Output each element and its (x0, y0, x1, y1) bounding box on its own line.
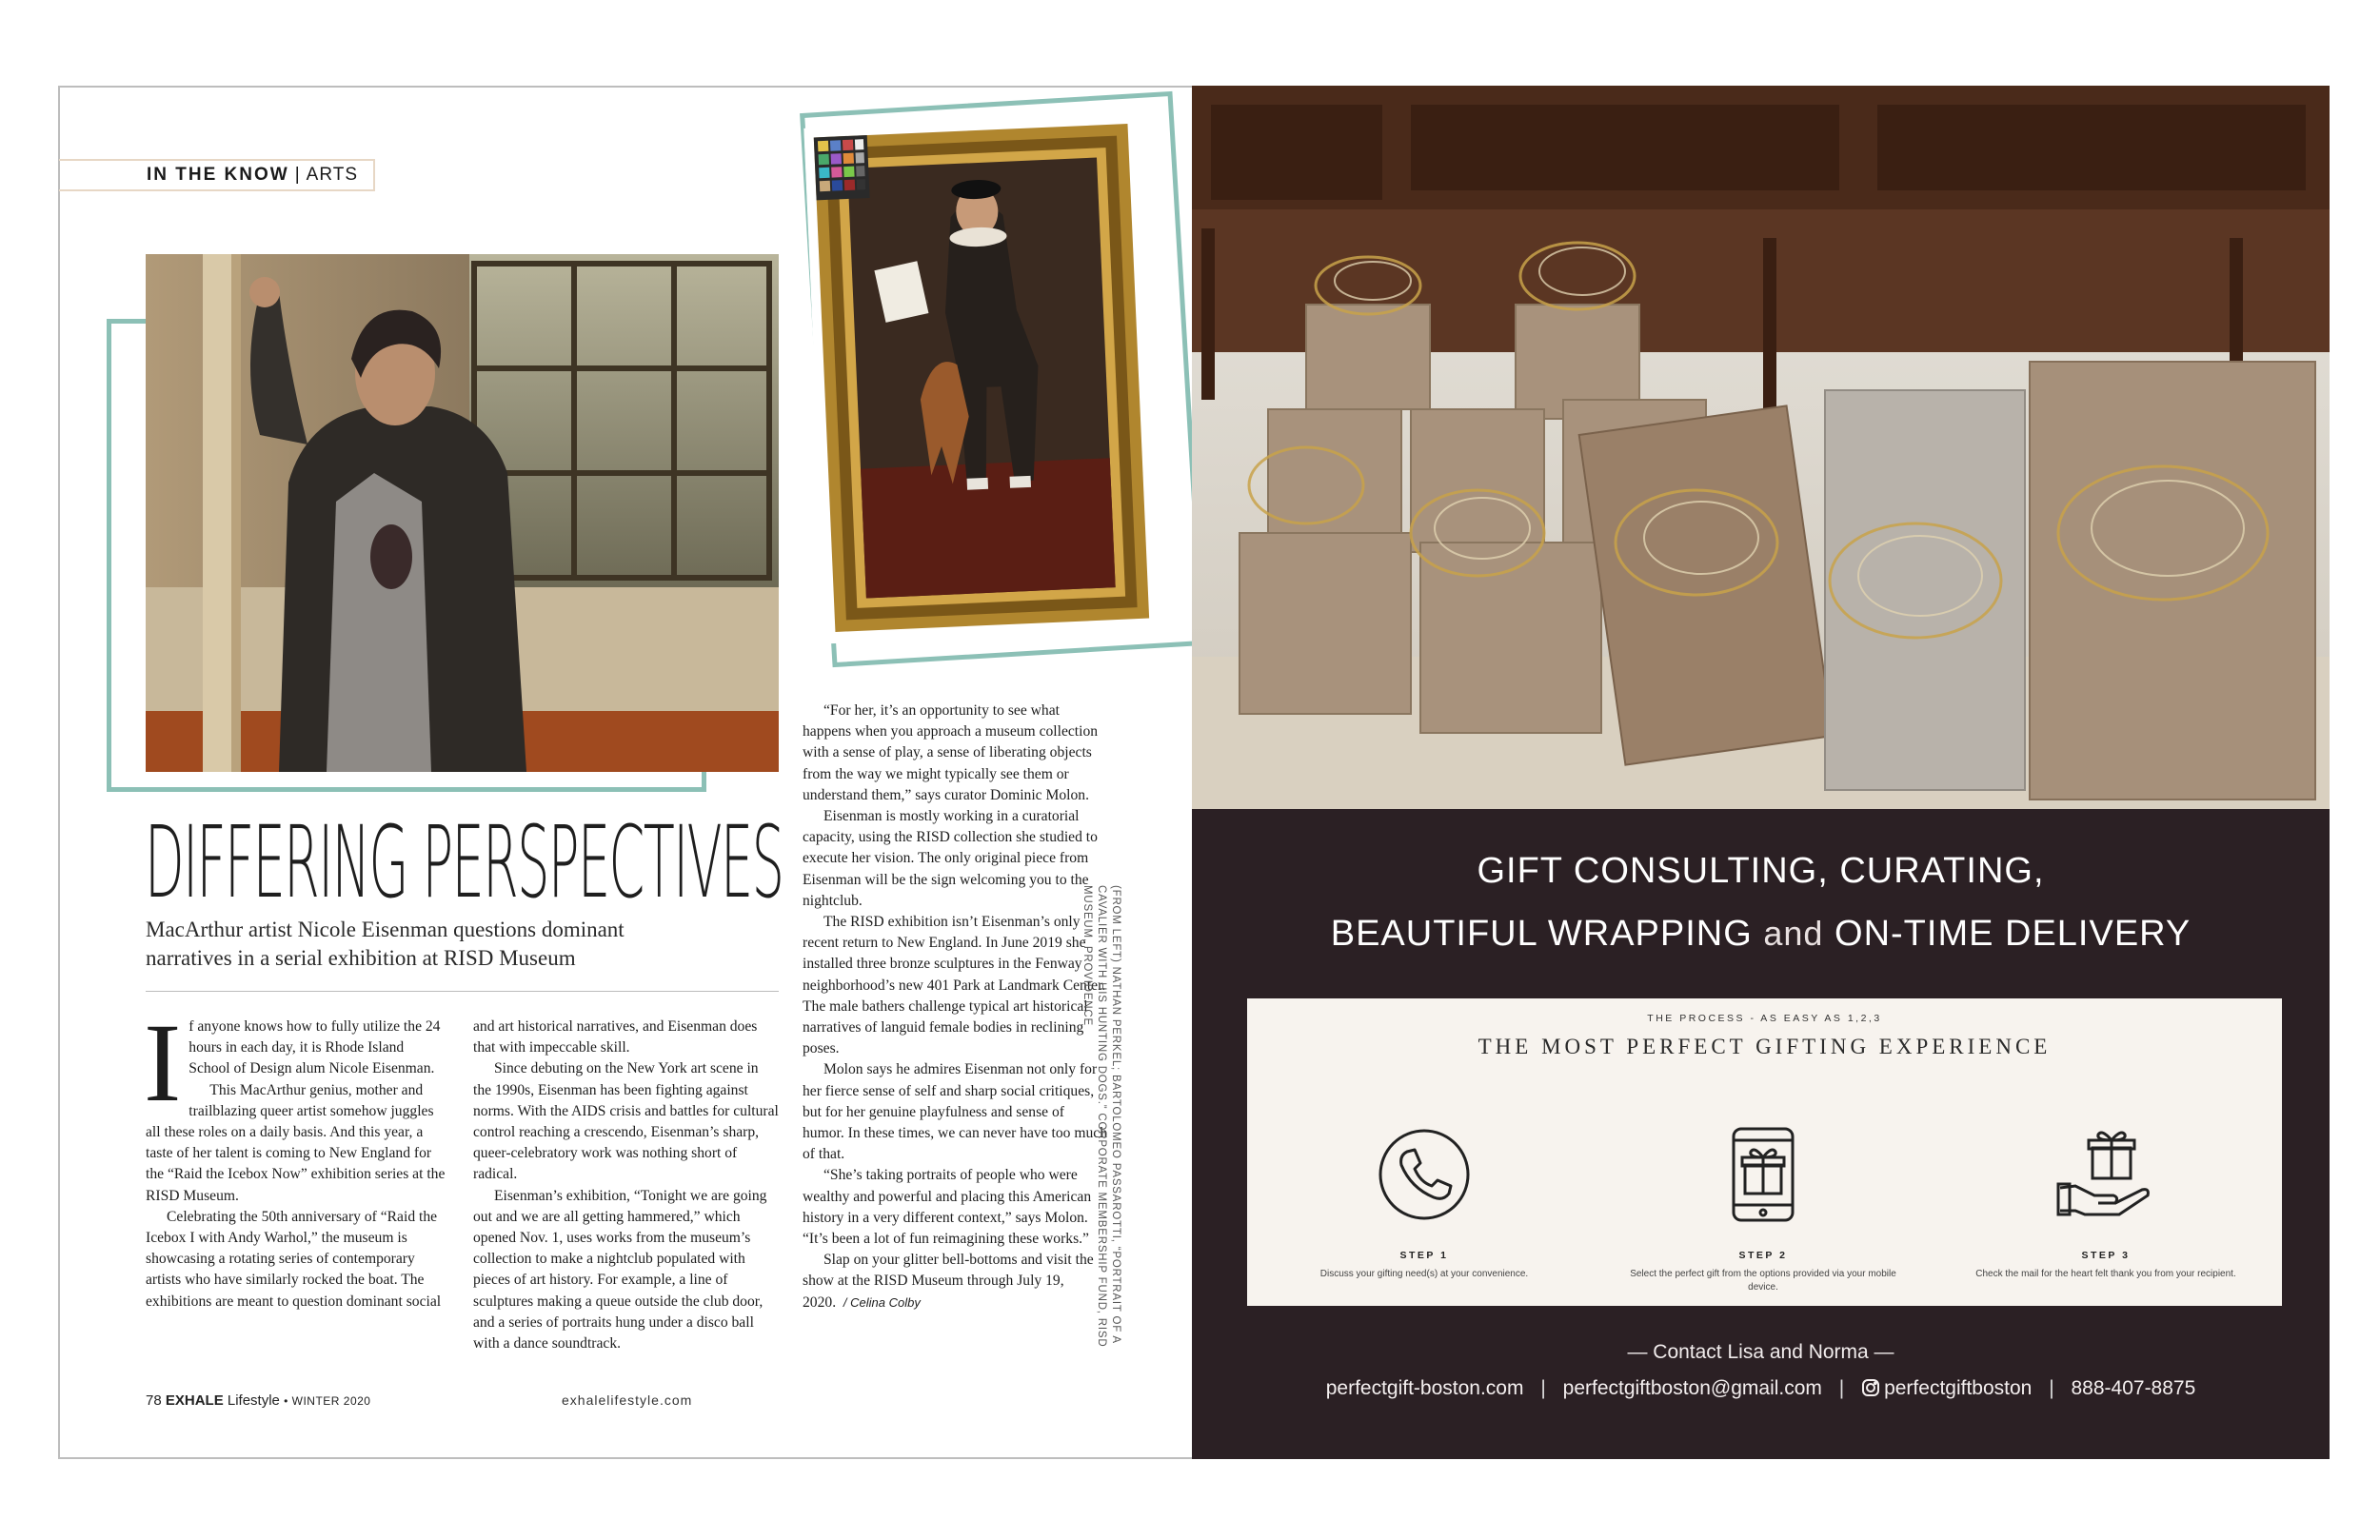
separator: | (2049, 1377, 2054, 1399)
dek: MacArthur artist Nicole Eisenman questions dominant narratives in a serial exhibition at RISD Museum (146, 918, 625, 970)
ad-headline (1192, 839, 2330, 965)
paragraph: Eisenman is mostly working in a curatorial capacity, using the RISD collection she studied to execute her vision. The only original piece from Eisenman will be the sign welcoming you to the nightclub. (803, 808, 1098, 909)
separator: | (1838, 1377, 1845, 1399)
magazine-url: exhalelifestyle.com (562, 1392, 693, 1408)
process-title: THE MOST PERFECT GIFTING EXPERIENCE (1478, 1035, 2052, 1058)
paragraph: If anyone knows how to fully utilize the 24 hours in each day, it is Rhode Island School of Design alum Nicole Eisenman. (144, 1000, 441, 1125)
section-separator: | (294, 165, 301, 185)
instagram-icon (1861, 1378, 1880, 1403)
website-link[interactable]: perfectgift-boston.com (1325, 1377, 1524, 1399)
contact-line: — Contact Lisa and Norma — (1627, 1341, 1894, 1363)
magazine-name: EXHALE (165, 1392, 224, 1409)
paragraph: and art historical narratives, and Eisenman does that with impeccable skill. (473, 1018, 758, 1056)
separator: | (1540, 1377, 1546, 1399)
byline: / Celina Colby (843, 1294, 921, 1310)
folio (146, 1392, 370, 1409)
step-2 (1620, 1122, 1906, 1294)
artist-portrait-photo (146, 254, 779, 772)
mobile-gift-icon (1620, 1122, 1906, 1227)
drop-cap: I (144, 1000, 182, 1125)
step-label: STEP 3 (2081, 1250, 2131, 1261)
paragraph: Molon says he admires Eisenman not only for her fierce sense of self and sharp social critiques, but for her genuine playfulness and sense of humor. In these times, we can never have too much of that. (803, 1061, 1108, 1163)
paragraph: “For her, it’s an opportunity to see what happens when you approach a museum collection with a sense of play, a sense of liberating objects from the way we might typically see them or understand them,” says curator Dominic Molon. (803, 702, 1099, 803)
step-1 (1281, 1122, 1567, 1281)
divider-rule (146, 991, 779, 992)
section-category: ARTS (306, 165, 358, 185)
section-tag (59, 159, 375, 191)
step-description: Check the mail for the heart felt thank you from your recipient. (1975, 1269, 2236, 1279)
magazine-name-2: Lifestyle (227, 1392, 280, 1409)
article-column-2 (473, 1017, 780, 1354)
issue-date: • WINTER 2020 (284, 1394, 371, 1408)
section-kicker: IN THE KNOW (147, 165, 289, 185)
phone-number[interactable]: 888-407-8875 (2071, 1377, 2196, 1399)
gift-boxes-photo (1192, 86, 2330, 809)
ad-headline-line-2: BEAUTIFUL WRAPPING and ON-TIME DELIVERY (1330, 914, 2192, 954)
paragraph: Slap on your glitter bell-bottoms and visit the show at the RISD Museum through July 19, 2020. / Celina Colby (803, 1252, 1094, 1311)
page-number: 78 (146, 1392, 162, 1409)
step-description: Select the perfect gift from the options provided via your mobile device. (1630, 1269, 1896, 1293)
email-link[interactable]: perfectgiftboston@gmail.com (1562, 1377, 1822, 1399)
step-label: STEP 2 (1738, 1250, 1788, 1261)
contact-row (1192, 1377, 2330, 1403)
paragraph: This MacArthur genius, mother and trailblazing queer artist somehow juggles all these roles on a daily basis. And this year, a taste of her talent is coming to New England for the “Raid the Icebox Now” exhibition series at the RISD Museum. (146, 1081, 446, 1204)
paragraph: Since debuting on the New York art scene in the 1990s, Eisenman has been fighting against norms. With the AIDS crisis and battles for cultural control reaching a crescendo, Eisenman’s sharp, queer-celebratory work was nothing short of radical. (473, 1060, 779, 1183)
paragraph: The RISD exhibition isn’t Eisenman’s only recent return to New England. In June 2019 she installed three bronze sculptures in the Fenway neighborhood’s new 401 Park at Landmark Center. The male bathers challenge typical art historical narratives of languid female bodies in reclining poses. (803, 914, 1106, 1057)
instagram-handle[interactable]: perfectgiftboston (1884, 1377, 2033, 1399)
process-kicker: THE PROCESS - AS EASY AS 1,2,3 (1647, 1013, 1882, 1024)
step-3 (1963, 1122, 2249, 1281)
headline: DIFFERING PERSPECTIVES (145, 804, 783, 920)
ad-headline-line-1: GIFT CONSULTING, CURATING, (1477, 851, 2045, 891)
cavalier-painting-photo (803, 114, 1159, 644)
paragraph: “She’s taking portraits of people who were wealthy and powerful and placing this American history in a very different context,” says Molon. “It’s been a lot of fun reimagining these works.” (803, 1167, 1092, 1248)
gift-hand-icon (1963, 1122, 2249, 1227)
photo-credit: (FROM LEFT) NATHAN PERKEL; BARTOLOMEO PASSAROTTI, “PORTRAIT OF A CAVALIER WITH HIS HUNTING DOGS.” CORPORATE MEMBERSHIP FUND, RISD MUSEUM, PROVIDENCE (1081, 885, 1121, 1348)
phone-icon (1281, 1122, 1567, 1227)
paragraph: Celebrating the 50th anniversary of “Raid the Icebox I with Andy Warhol,” the museum is showcasing a rotating series of contemporary artists who have similarly rocked the boat. The exhibitions are meant to question dominant social (146, 1208, 442, 1310)
paragraph: Eisenman’s exhibition, “Tonight we are going out and we are all getting hammered,” which opened Nov. 1, uses works from the museum’s collection to make a nightclub populated with pieces of art history. For example, a line of sculptures making a queue outside the club door, and a series of portraits hung under a disco ball with a dance soundtrack. (473, 1187, 767, 1352)
step-label: STEP 1 (1399, 1250, 1449, 1261)
article-column-3 (803, 701, 1109, 1313)
process-box (1247, 998, 2282, 1306)
step-description: Discuss your gifting need(s) at your convenience. (1319, 1269, 1529, 1279)
article-column-1 (144, 1000, 448, 1313)
